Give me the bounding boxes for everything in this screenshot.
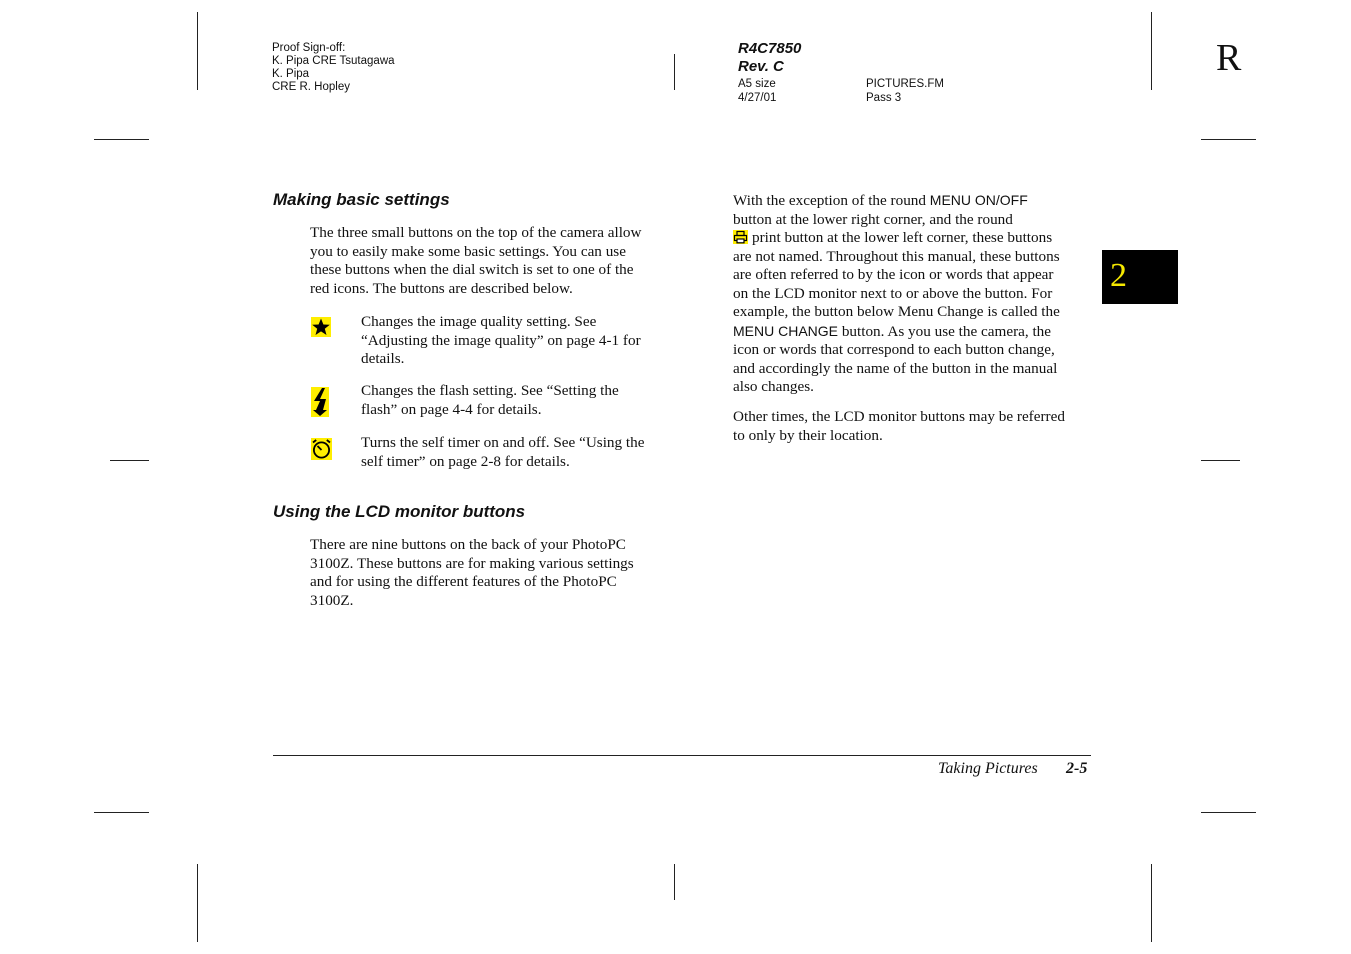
- signoff-label: Proof Sign-off:: [272, 42, 346, 54]
- paragraph-line: are not named. Throughout this manual, these buttons: [733, 247, 1060, 265]
- section-paragraph: [310, 536, 670, 610]
- flash-icon: [311, 387, 329, 417]
- file-name: PICTURES.FM: [866, 78, 944, 90]
- corner-letter: R: [1216, 37, 1242, 79]
- paragraph-line: these buttons when the dial switch is set to one of the: [310, 261, 634, 278]
- item-line: Changes the image quality setting. See: [361, 313, 597, 330]
- menu-on-off-key: MENU ON/OFF: [929, 192, 1028, 208]
- crop-mark-bottom-left: [197, 864, 198, 942]
- crop-mark-right-middle: [1201, 460, 1240, 461]
- crop-mark-right-upper: [1201, 139, 1256, 140]
- chapter-tab: [1102, 250, 1178, 304]
- crop-mark-left-lower: [94, 812, 149, 813]
- paragraph-line: icon or words that correspond to each button change,: [733, 341, 1055, 358]
- paragraph-line: [733, 191, 1093, 211]
- print-icon: [733, 230, 748, 244]
- paragraph-line: are often referred to by the icon or words that appear: [733, 266, 1054, 283]
- crop-mark-left-upper: [94, 139, 149, 140]
- item-line: Turns the self timer on and off. See “Using the: [361, 434, 645, 451]
- paragraph-line: button at the lower right corner, and the round: [733, 210, 1013, 228]
- paragraph-line: example, the button below Menu Change is called the: [733, 303, 1060, 320]
- chapter-number: 2: [1110, 257, 1127, 294]
- right-column-paragraph: [733, 191, 1093, 397]
- revision: Rev. C: [738, 58, 784, 75]
- item-line: Changes the flash setting. See “Setting the: [361, 382, 619, 399]
- paragraph-line: Other times, the LCD monitor buttons may be referred: [733, 408, 1065, 425]
- paragraph-line: you to easily make some basic settings. You can use: [310, 242, 626, 260]
- paragraph-line: and accordingly the name of the button in the manual: [733, 359, 1058, 377]
- line-text: With the exception of the round: [733, 192, 930, 209]
- right-column-paragraph: [733, 408, 1093, 445]
- section-heading: Using the LCD monitor buttons: [273, 502, 526, 521]
- signoff-line: K. Pipa CRE Tsutagawa: [272, 55, 395, 67]
- crop-mark-left-middle: [110, 460, 149, 461]
- paragraph-line: 3100Z. These buttons are for making various settings: [310, 554, 634, 572]
- line-text: button. As you use the camera, the: [838, 322, 1052, 340]
- paragraph-line: red icons. The buttons are described below.: [310, 279, 573, 297]
- paragraph-line: and for using the different features of the PhotoPC: [310, 573, 617, 590]
- crop-mark-top-left: [197, 12, 198, 90]
- crop-mark-top-right: [1151, 12, 1152, 90]
- paragraph-line: The three small buttons on the top of the camera allow: [310, 224, 642, 241]
- paragraph-line: [733, 322, 1093, 342]
- menu-change-key: MENU CHANGE: [733, 322, 839, 339]
- section-heading: Making basic settings: [273, 190, 450, 209]
- self-timer-icon: [311, 438, 332, 460]
- signoff-line: K. Pipa: [272, 68, 310, 80]
- crop-mark-top-center: [674, 54, 675, 90]
- item-line: “Adjusting the image quality” on page 4-1 for: [361, 331, 641, 349]
- paragraph-line: also changes.: [733, 378, 814, 395]
- doc-code: R4C7850: [738, 40, 802, 57]
- footer-page-number: 2-5: [1066, 760, 1088, 777]
- list-item: [361, 313, 681, 369]
- paragraph-line: There are nine buttons on the back of your PhotoPC: [310, 536, 626, 553]
- list-item: [361, 382, 681, 419]
- paragraph-line: on the LCD monitor next to or above the button. For: [733, 284, 1053, 302]
- crop-mark-bottom-center: [674, 864, 675, 900]
- crop-mark-bottom-right: [1151, 864, 1152, 942]
- item-line: details.: [361, 350, 405, 367]
- pass-number: Pass 3: [866, 92, 902, 104]
- list-item: [361, 434, 681, 471]
- footer-rule: [273, 755, 1091, 756]
- footer-chapter-title: Taking Pictures: [938, 760, 1038, 777]
- item-line: flash” on page 4-4 for details.: [361, 400, 542, 418]
- paragraph-line: 3100Z.: [310, 591, 354, 609]
- paragraph-line: [733, 229, 1093, 248]
- proof-signoff: [272, 42, 395, 94]
- line-text: print button at the lower left corner, these buttons: [752, 229, 1053, 246]
- star-icon: [311, 317, 331, 337]
- paragraph-line: to only by their location.: [733, 426, 883, 444]
- page-size: A5 size: [738, 78, 776, 90]
- item-line: self timer” on page 2-8 for details.: [361, 452, 570, 470]
- section-paragraph: [310, 224, 670, 298]
- crop-mark-right-lower: [1201, 812, 1256, 813]
- doc-date: 4/27/01: [738, 92, 777, 104]
- signoff-line: CRE R. Hopley: [272, 81, 350, 93]
